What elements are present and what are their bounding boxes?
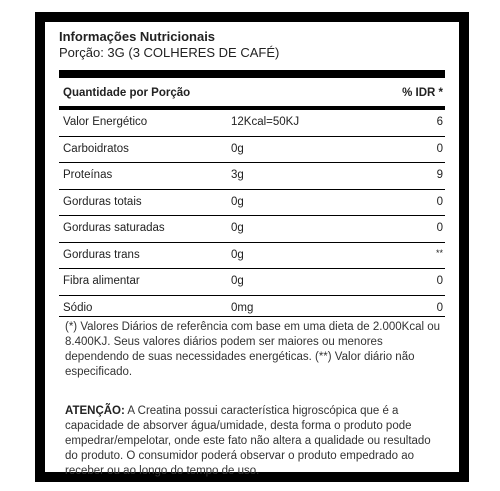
label-title: Informações Nutricionais	[59, 29, 216, 44]
nutrient-amount: 0mg	[231, 301, 254, 314]
table-row	[59, 296, 445, 322]
nutrient-name: Gorduras trans	[63, 248, 140, 261]
table-row	[59, 163, 445, 190]
warning-label: ATENÇÃO:	[65, 405, 125, 417]
label-header	[59, 29, 445, 61]
nutrient-idr: 0	[436, 301, 443, 314]
nutrient-name: Gorduras saturadas	[63, 222, 165, 234]
nutrient-idr: 0	[436, 195, 443, 208]
table-row	[59, 269, 445, 296]
thick-divider	[59, 70, 445, 78]
nutrient-amount: 0g	[231, 222, 244, 234]
nutrient-idr: 6	[436, 116, 443, 128]
nutrient-amount: 0g	[231, 142, 244, 155]
nutrient-idr: 0	[436, 142, 443, 155]
nutrient-idr: 9	[436, 169, 443, 181]
nutrient-name: Fibra alimentar	[63, 275, 140, 287]
nutrient-amount: 0g	[231, 195, 244, 208]
warning-paragraph	[65, 404, 441, 479]
table-row	[59, 137, 445, 164]
nutrition-label	[35, 12, 469, 482]
footnote-text: (*) Valores Diários de referência com base em uma dieta de 2.000Kcal ou 8.400KJ. Seus valores diários podem ser maiores ou menores dependendo de suas necessidades energéticas. (**) Valor diário não especificado.	[65, 321, 441, 378]
nutrient-name: Sódio	[63, 301, 93, 314]
nutrient-name: Carboidratos	[63, 142, 129, 155]
table-row	[59, 110, 445, 137]
footnote-divider	[59, 316, 445, 317]
table-header	[59, 84, 445, 104]
nutrient-amount: 3g	[231, 169, 244, 181]
nutrient-name: Proteínas	[63, 169, 113, 181]
nutrient-name: Gorduras totais	[63, 195, 142, 208]
nutrient-name: Valor Energético	[63, 116, 148, 128]
table-row	[59, 243, 445, 270]
table-row	[59, 190, 445, 217]
column-header-idr: % IDR *	[402, 87, 443, 99]
nutrient-amount: 0g	[231, 248, 244, 261]
nutrient-amount: 0g	[231, 275, 244, 287]
column-header-amount-per-serving: Quantidade por Porção	[63, 87, 191, 99]
nutrient-idr: **	[435, 247, 443, 258]
nutrient-amount: 12Kcal=50KJ	[231, 116, 300, 128]
table-row	[59, 216, 445, 243]
nutrient-idr: 0	[436, 222, 443, 234]
nutrient-table	[59, 110, 445, 321]
nutrient-idr: 0	[436, 275, 443, 287]
serving-size: Porção: 3G (3 COLHERES DE CAFÉ)	[59, 45, 280, 60]
warning-text: A Creatina possui característica higroscópica que é a capacidade de absorver água/umidade, desta forma o produto pode empedrar/empelotar, onde este fato não altera a qualidade ou resultado do produto. O consumidor poderá observar o produto empedrado ao receber ou ao longo do tempo de uso.	[65, 405, 431, 477]
